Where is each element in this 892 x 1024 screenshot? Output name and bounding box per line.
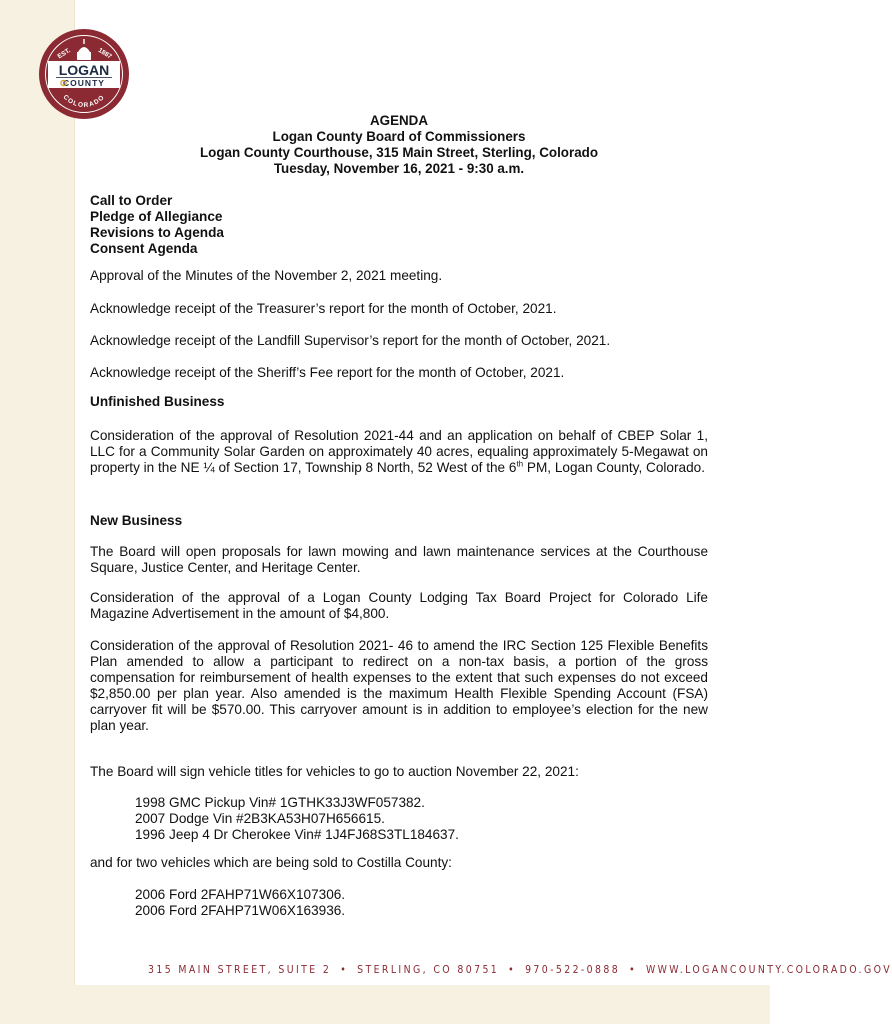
logo-state-text: COLORADO	[61, 93, 107, 110]
list-item: 2007 Dodge Vin #2B3KA53H07H656615.	[135, 811, 385, 826]
footer-separator: •	[629, 964, 637, 976]
meeting-datetime: Tuesday, November 16, 2021 - 9:30 a.m.	[273, 161, 525, 176]
costilla-vehicle-list	[90, 887, 753, 919]
new-business-heading: New Business	[90, 513, 183, 528]
footer-separator: •	[340, 964, 349, 976]
new-item-vehicle-titles: The Board will sign vehicle titles for vehicles to go to auction November 22, 2021:	[90, 764, 579, 779]
new-item-lodging-tax: Consideration of the approval of a Logan County Lodging Tax Board Project for Colorado Life Magazine Advertisement in the amount of $4,800.	[90, 590, 708, 621]
logo-year-text: 1887	[96, 46, 113, 61]
consent-item-treasurer: Acknowledge receipt of the Treasurer’s report for the month of October, 2021.	[90, 301, 557, 316]
costilla-intro: and for two vehicles which are being sold to Costilla County:	[90, 855, 452, 870]
meeting-location: Logan County Courthouse, 315 Main Street, Sterling, Colorado	[199, 145, 599, 160]
logo-est-text: EST.	[56, 47, 72, 61]
footer-address: 315 MAIN STREET, SUITE 2	[148, 964, 332, 976]
agenda-title: AGENDA	[369, 113, 429, 128]
list-item: 2006 Ford 2FAHP71W06X163936.	[135, 903, 346, 918]
opening-item-call-to-order: Call to Order	[90, 193, 173, 208]
unfinished-business-heading: Unfinished Business	[90, 394, 225, 409]
opening-item-consent: Consent Agenda	[90, 241, 198, 256]
footer-phone: 970-522-0888	[525, 964, 621, 976]
opening-item-revisions: Revisions to Agenda	[90, 225, 224, 240]
logo-name-line2: COUNTY	[63, 78, 105, 88]
page-sidebar-band	[0, 0, 75, 1024]
list-item: 2006 Ford 2FAHP71W66X107306.	[135, 887, 346, 902]
footer-city: STERLING, CO 80751	[357, 964, 500, 976]
consent-item-landfill: Acknowledge receipt of the Landfill Supervisor’s report for the month of October, 2021.	[90, 333, 611, 348]
opening-items	[90, 193, 224, 257]
consent-item-minutes: Approval of the Minutes of the November 2, 2021 meeting.	[90, 268, 443, 283]
list-item: 1996 Jeep 4 Dr Cherokee Vin# 1J4FJ68S3TL184637.	[135, 827, 459, 842]
consent-item-sheriff: Acknowledge receipt of the Sheriff’s Fee report for the month of October, 2021.	[90, 365, 565, 380]
opening-item-pledge: Pledge of Allegiance	[90, 209, 223, 224]
logan-county-logo	[38, 28, 130, 120]
agenda-header	[90, 113, 708, 177]
unfinished-item-solar: Consideration of the approval of Resolution 2021-44 and an application on behalf of CBEP Solar 1, LLC for a Community Solar Garden on approximately 40 acres, equaling approximately 5-Megawat on property in the NE ¼ of Section 17, Township 8 North, 52 West of the 6th PM, Logan County, Colorado.	[90, 428, 708, 475]
footer-website[interactable]: WWW.LOGANCOUNTY.COLORADO.GOV	[646, 964, 892, 976]
logo-name-line1: LOGAN	[58, 62, 110, 78]
footer-separator: •	[508, 964, 517, 976]
footer-contact	[148, 964, 892, 976]
list-item: 1998 GMC Pickup Vin# 1GTHK33J3WF057382.	[135, 795, 425, 810]
new-item-lawn-proposals: The Board will open proposals for lawn mowing and lawn maintenance services at the Courthouse Square, Justice Center, and Heritage Center.	[90, 544, 708, 575]
footer-band	[0, 985, 770, 1024]
new-item-flexible-benefits: Consideration of the approval of Resolution 2021- 46 to amend the IRC Section 125 Flexible Benefits Plan amended to allow a participant to redirect on a non-tax basis, a portion of the gross compensation for reimbursement of health expenses to the extent that such expenses do not exceed $2,850.00 per plan year. Also amended is the maximum Health Flexible Spending Account (FSA) carryover fit will be $570.00. This carryover amount is in addition to employee’s election for the new plan year.	[90, 638, 708, 733]
auction-vehicle-list	[90, 795, 753, 843]
board-name: Logan County Board of Commissioners	[272, 129, 526, 144]
